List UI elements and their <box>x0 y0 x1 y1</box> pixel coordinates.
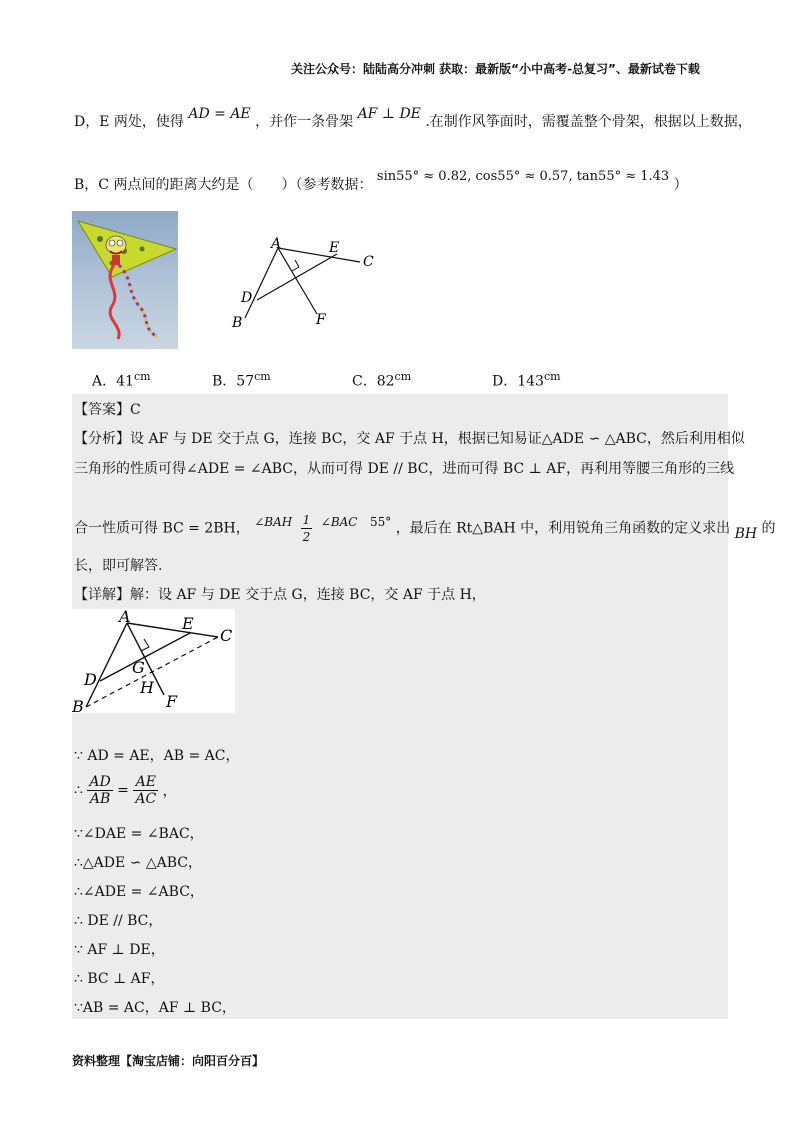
kite-illustration <box>72 211 178 349</box>
step-3: ∵∠DAE = ∠BAC， <box>74 826 204 842</box>
fig1-label-c: C <box>363 254 374 270</box>
fig1-label-b: B <box>232 315 243 330</box>
fig2-label-d: D <box>84 670 97 689</box>
page-header: 关注公众号：陆陆高分冲刺 获取：最新版“小中高考-总复习”、最新试卷下载 <box>291 62 700 76</box>
kite-photo <box>72 211 178 349</box>
fig2-label-h: H <box>140 678 154 697</box>
step-9: ∵AB = AC，AF ⊥ BC， <box>74 1000 236 1016</box>
kite-geometry-figure <box>225 230 385 330</box>
option-b[interactable]: B．$57^{cm}$ <box>212 370 271 390</box>
fig2-label-c: C <box>220 626 233 645</box>
analysis-line-4: 长，即可解答. <box>74 558 163 574</box>
half-fraction: $\frac{1}{2}$ <box>302 513 311 544</box>
option-a[interactable]: A．$41^{cm}$ <box>92 370 151 390</box>
step-8: ∴ BC ⊥ AF， <box>74 971 165 987</box>
fig2-label-e: E <box>182 614 194 633</box>
detail-intro: 【详解】解：设 AF 与 DE 交于点 G，连接 BC，交 AF 于点 H， <box>74 587 486 603</box>
eq-af-perp-de: AF ⊥ DE <box>357 106 421 122</box>
fig1-label-e: E <box>329 240 340 256</box>
step-5: ∴∠ADE = ∠ABC， <box>74 884 204 900</box>
page-footer: 资料整理【淘宝店铺：向阳百分百】 <box>72 1054 265 1068</box>
eq-ad-ae: AD = AE <box>188 106 251 122</box>
analysis-line-1: 【分析】设 AF 与 DE 交于点 G，连接 BC，交 AF 于点 H，根据已知易证△ADE ∽ △ABC，然后利用相似 <box>74 431 745 447</box>
fig2-label-a: A <box>119 609 131 626</box>
solution-figure <box>72 609 235 713</box>
question-line-1: D，E 两处，使得 AD = AE ，并作一条骨架 AF ⊥ DE .在制作风筝面时，需覆盖整个骨架，根据以上数据， <box>74 106 752 130</box>
fig1-label-a: A <box>271 236 282 252</box>
fig2-label-g: G <box>132 658 145 677</box>
reference-data: sin55° ≈ 0.82, cos55° ≈ 0.57, tan55° ≈ 1.43 <box>376 169 670 184</box>
fig2-label-b: B <box>72 697 84 713</box>
option-c[interactable]: C．$82^{cm}$ <box>352 370 412 390</box>
fig1-label-d: D <box>241 290 253 306</box>
fig2-label-f: F <box>166 692 178 711</box>
step-6: ∴ DE // BC， <box>74 913 163 929</box>
step-7: ∵ AF ⊥ DE， <box>74 942 165 958</box>
step-1: ∵ AD = AE，AB = AC， <box>74 748 240 764</box>
solution-geometry <box>72 609 235 713</box>
question-line-2: B，C 两点间的距离大约是（ ）（参考数据： sin55° ≈ 0.82, cos55° ≈ 0.57, tan55° ≈ 1.43 ） <box>74 169 688 193</box>
option-d[interactable]: D．$143^{cm}$ <box>492 370 561 390</box>
analysis-line-3: 合一性质可得 BC = 2BH， ∠BAH $\frac{1}{2}$ ∠BAC 55° ，最后在 Rt△BAH 中，利用锐角三角函数的定义求出 BH 的 <box>74 513 776 544</box>
analysis-line-2: 三角形的性质可得∠ADE = ∠ABC，从而可得 DE // BC，进而可得 BC ⊥ AF，再利用等腰三角形的三线 <box>74 461 735 477</box>
step-4: ∴△ADE ∽ △ABC， <box>74 855 202 871</box>
fig1-label-f: F <box>316 312 326 328</box>
step-2: ∴ $\frac{AD}{AB}$ = $\frac{AE}{AC}$ ， <box>74 774 177 807</box>
answer-label: 【答案】C <box>74 402 141 418</box>
